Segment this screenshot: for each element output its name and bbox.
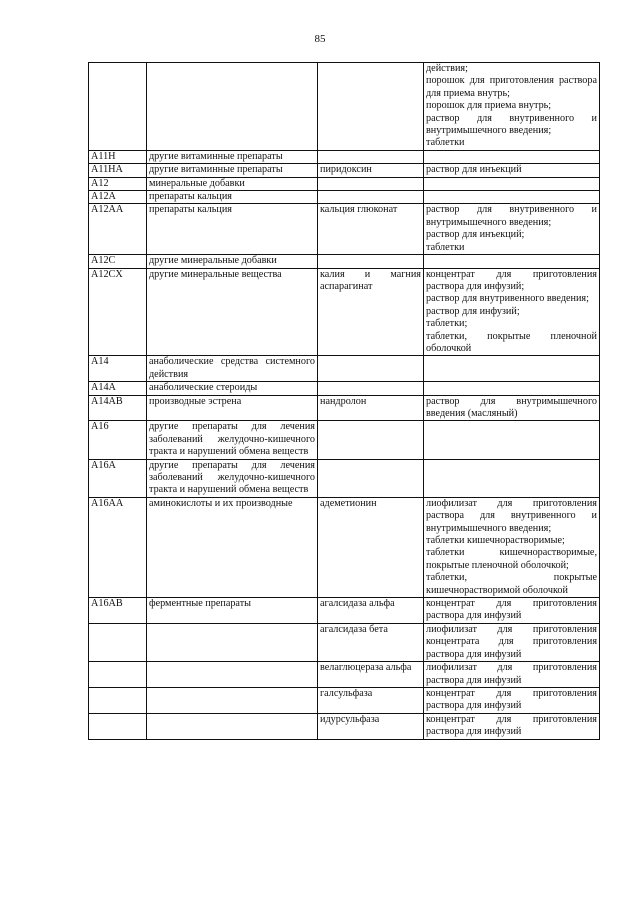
- dosage-forms-cell: [424, 164, 600, 177]
- group-name-cell: минеральные добавки: [147, 177, 318, 190]
- dosage-form-line: таблетки, покрытые пленочной оболочкой: [426, 330, 597, 354]
- group-name-cell: другие минеральные добавки: [147, 255, 318, 268]
- group-name-cell: другие минеральные вещества: [147, 268, 318, 356]
- table-row: [89, 497, 600, 597]
- dosage-forms-cell: [424, 382, 600, 395]
- dosage-form-line: действия;: [426, 63, 468, 74]
- atc-code-cell: A12AA: [89, 204, 147, 255]
- substance-cell: агалсидаза бета: [318, 623, 424, 661]
- group-name-cell: другие витаминные препараты: [147, 150, 318, 163]
- dosage-forms-cell: [424, 623, 600, 661]
- dosage-forms-cell: [424, 459, 600, 497]
- table-row: [89, 356, 600, 382]
- substance-cell: кальция глюконат: [318, 204, 424, 255]
- dosage-form-line: концентрат для приготовления раствора для инфузий: [426, 598, 597, 622]
- group-name-cell: [147, 623, 318, 661]
- dosage-form-line: лиофилизат для приготовления раствора для внутривенного и внутримышечного введения;: [426, 497, 597, 534]
- dosage-form-line: таблетки: [426, 241, 465, 253]
- group-name-cell: другие витаминные препараты: [147, 164, 318, 177]
- dosage-form-line: раствор для инъекций;: [426, 229, 525, 241]
- table-row: [89, 687, 600, 713]
- dosage-forms-cell: [424, 356, 600, 382]
- group-name-cell: [147, 63, 318, 151]
- dosage-forms-cell: [424, 191, 600, 204]
- group-name-cell: [147, 662, 318, 688]
- substance-cell: идурсульфаза: [318, 713, 424, 739]
- substance-cell: адеметионин: [318, 497, 424, 597]
- substance-cell: нандролон: [318, 395, 424, 421]
- dosage-form-line: порошок для приготовления раствора для приема внутрь;: [426, 75, 597, 99]
- dosage-form-line: лиофилизат для приготовления концентрата для приготовления раствора для инфузий: [426, 623, 597, 660]
- group-name-cell: [147, 687, 318, 713]
- substance-cell: [318, 459, 424, 497]
- dosage-forms-cell: [424, 421, 600, 459]
- atc-code-cell: A16A: [89, 459, 147, 497]
- substance-cell: [318, 255, 424, 268]
- dosage-form-line: таблетки;: [426, 318, 468, 330]
- dosage-forms-cell: [424, 150, 600, 163]
- atc-code-cell: A11H: [89, 150, 147, 163]
- group-name-cell: препараты кальция: [147, 204, 318, 255]
- table-row: [89, 662, 600, 688]
- dosage-forms-cell: [424, 177, 600, 190]
- table-row: [89, 459, 600, 497]
- dosage-form-line: порошок для приема внутрь;: [426, 100, 552, 112]
- table-row: [89, 63, 600, 151]
- page-number: 85: [314, 33, 326, 45]
- group-name-cell: аминокислоты и их производные: [147, 497, 318, 597]
- dosage-form-line: раствор для инфузий;: [426, 305, 520, 317]
- atc-code-cell: [89, 63, 147, 151]
- substance-cell: велаглюцераза альфа: [318, 662, 424, 688]
- atc-code-cell: A12: [89, 177, 147, 190]
- table-row: [89, 598, 600, 624]
- atc-code-cell: A12CX: [89, 268, 147, 356]
- table-row: [89, 177, 600, 190]
- dosage-forms-cell: [424, 268, 600, 356]
- table-row: [89, 268, 600, 356]
- atc-code-cell: A16: [89, 421, 147, 459]
- dosage-forms-cell: [424, 255, 600, 268]
- dosage-form-line: раствор для внутривенного и внутримышечного введения;: [426, 204, 597, 228]
- atc-code-cell: A11HA: [89, 164, 147, 177]
- group-name-cell: другие препараты для лечения заболеваний желудочно-кишечного тракта и нарушений обмена веществ: [147, 459, 318, 497]
- substance-cell: [318, 191, 424, 204]
- atc-code-cell: [89, 687, 147, 713]
- dosage-forms-cell: [424, 598, 600, 624]
- substance-cell: [318, 63, 424, 151]
- substance-cell: калия и магния аспарагинат: [318, 268, 424, 356]
- substance-cell: пиридоксин: [318, 164, 424, 177]
- substance-cell: [318, 356, 424, 382]
- group-name-cell: препараты кальция: [147, 191, 318, 204]
- substance-cell: [318, 421, 424, 459]
- dosage-form-line: таблетки: [426, 137, 465, 149]
- substance-cell: [318, 150, 424, 163]
- dosage-forms-cell: [424, 63, 600, 151]
- group-name-cell: ферментные препараты: [147, 598, 318, 624]
- atc-code-cell: A12A: [89, 191, 147, 204]
- dosage-forms-cell: [424, 662, 600, 688]
- table-row: [89, 395, 600, 421]
- atc-code-cell: [89, 713, 147, 739]
- dosage-form-line: лиофилизат для приготовления раствора для инфузий: [426, 662, 597, 686]
- dosage-form-line: раствор для внутримышечного введения (масляный): [426, 395, 597, 419]
- dosage-form-line: таблетки, покрытые кишечнорастворимой оболочкой: [426, 572, 597, 596]
- dosage-forms-cell: [424, 687, 600, 713]
- group-name-cell: анаболические стероиды: [147, 382, 318, 395]
- drug-list-table: [88, 62, 600, 740]
- dosage-form-line: концентрат для приготовления раствора для инфузий;: [426, 268, 597, 292]
- atc-code-cell: [89, 662, 147, 688]
- table-row: [89, 150, 600, 163]
- dosage-form-line: таблетки кишечнорастворимые, покрытые пленочной оболочкой;: [426, 547, 597, 571]
- dosage-form-line: раствор для внутривенного введения;: [426, 293, 589, 305]
- dosage-forms-cell: [424, 713, 600, 739]
- table-row: [89, 191, 600, 204]
- dosage-form-line: таблетки кишечнорастворимые;: [426, 535, 565, 547]
- atc-code-cell: A16AA: [89, 497, 147, 597]
- dosage-forms-cell: [424, 497, 600, 597]
- dosage-form-line: концентрат для приготовления раствора для инфузий: [426, 713, 597, 738]
- group-name-cell: производные эстрена: [147, 395, 318, 421]
- table-body: [89, 63, 600, 740]
- table-row: [89, 623, 600, 661]
- atc-code-cell: A12C: [89, 255, 147, 268]
- table-row: [89, 204, 600, 255]
- table-row: [89, 382, 600, 395]
- substance-cell: [318, 382, 424, 395]
- substance-cell: галсульфаза: [318, 687, 424, 713]
- substance-cell: [318, 177, 424, 190]
- dosage-forms-cell: [424, 395, 600, 421]
- group-name-cell: [147, 713, 318, 739]
- dosage-form-line: раствор для инъекций: [426, 164, 522, 176]
- atc-code-cell: [89, 623, 147, 661]
- table-row: [89, 421, 600, 459]
- group-name-cell: другие препараты для лечения заболеваний желудочно-кишечного тракта и нарушений обмена веществ: [147, 421, 318, 459]
- atc-code-cell: A16AB: [89, 598, 147, 624]
- dosage-forms-cell: [424, 204, 600, 255]
- group-name-cell: анаболические средства системного действия: [147, 356, 318, 382]
- dosage-form-line: концентрат для приготовления раствора для инфузий: [426, 687, 597, 712]
- table-row: [89, 255, 600, 268]
- atc-code-cell: A14A: [89, 382, 147, 395]
- table-row: [89, 164, 600, 177]
- substance-cell: агалсидаза альфа: [318, 598, 424, 624]
- atc-code-cell: A14AB: [89, 395, 147, 421]
- dosage-form-line: раствор для внутривенного и внутримышечного введения;: [426, 112, 597, 137]
- atc-code-cell: A14: [89, 356, 147, 382]
- table-row: [89, 713, 600, 739]
